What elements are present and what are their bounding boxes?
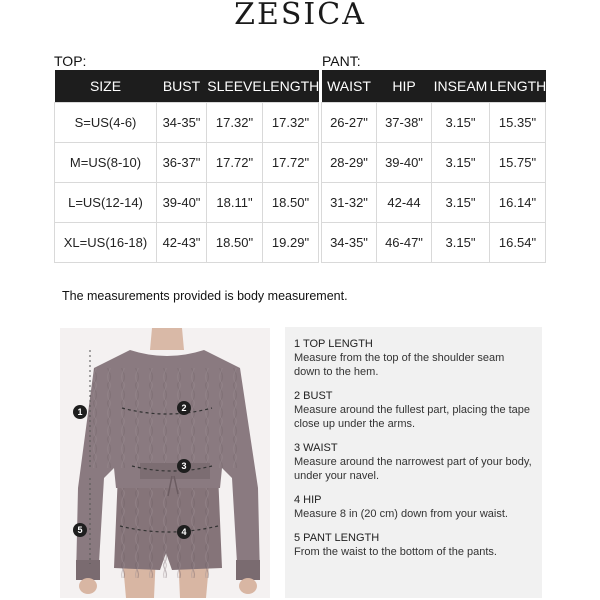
table-cell: 19.29" xyxy=(263,222,319,262)
table-cell: 3.15" xyxy=(432,102,490,142)
table-cell: 18.50" xyxy=(207,222,263,262)
table-cell: 3.15" xyxy=(432,222,490,262)
table-cell: 39-40" xyxy=(377,142,432,182)
table-cell: 18.11" xyxy=(207,182,263,222)
marker-4: 4 xyxy=(177,525,191,539)
table-cell: XL=US(16-18) xyxy=(55,222,157,262)
marker-3: 3 xyxy=(177,459,191,473)
column-header: BUST xyxy=(157,70,207,102)
table-cell: 37-38" xyxy=(377,102,432,142)
column-header: LENGTH xyxy=(263,70,319,102)
table-cell: S=US(4-6) xyxy=(55,102,157,142)
table-row xyxy=(55,182,319,222)
model-illustration xyxy=(60,328,270,598)
table-cell: 34-35" xyxy=(322,222,377,262)
marker-1: 1 xyxy=(73,405,87,419)
table-row xyxy=(55,142,319,182)
table-cell: 28-29" xyxy=(322,142,377,182)
table-cell: 3.15" xyxy=(432,142,490,182)
guide-item-description: Measure from the top of the shoulder seam down to the hem. xyxy=(294,352,505,378)
table-cell: M=US(8-10) xyxy=(55,142,157,182)
table-cell: 16.54" xyxy=(490,222,546,262)
column-header: SLEEVE xyxy=(207,70,263,102)
column-header: SIZE xyxy=(55,70,157,102)
table-cell: 15.35" xyxy=(490,102,546,142)
table-cell: 26-27" xyxy=(322,102,377,142)
guide-item-waist xyxy=(294,441,533,483)
table-cell: 39-40" xyxy=(157,182,207,222)
guide-item-description: Measure around the narrowest part of your body, under your navel. xyxy=(294,456,532,482)
table-header-row xyxy=(322,70,546,102)
top-size-table xyxy=(54,70,319,263)
table-header-row xyxy=(55,70,319,102)
table-row xyxy=(322,102,546,142)
measurement-note: The measurements provided is body measurement. xyxy=(62,289,348,303)
guide-item-description: Measure around the fullest part, placing the tape close up under the arms. xyxy=(294,404,531,430)
guide-item-bust xyxy=(294,389,533,431)
guide-item-description: From the waist to the bottom of the pants. xyxy=(294,546,497,558)
table-row xyxy=(55,222,319,262)
table-cell: 17.32" xyxy=(263,102,319,142)
table-cell: 17.72" xyxy=(207,142,263,182)
table-cell: 46-47" xyxy=(377,222,432,262)
table-cell: 42-43" xyxy=(157,222,207,262)
guide-item-title: 5 PANT LENGTH xyxy=(294,532,380,544)
column-header: INSEAM xyxy=(432,70,490,102)
neck-shape xyxy=(150,328,184,350)
table-cell: 18.50" xyxy=(263,182,319,222)
brand-logo: ZESICA xyxy=(234,0,366,32)
pant-size-table xyxy=(321,70,546,263)
table-row xyxy=(322,182,546,222)
column-header: LENGTH xyxy=(490,70,546,102)
pant-table-label: PANT: xyxy=(322,53,361,69)
table-cell: 15.75" xyxy=(490,142,546,182)
table-cell: 16.14" xyxy=(490,182,546,222)
column-header: WAIST xyxy=(322,70,377,102)
table-cell: 34-35" xyxy=(157,102,207,142)
guide-item-description: Measure 8 in (20 cm) down from your waist. xyxy=(294,508,508,520)
guide-item-hip xyxy=(294,493,533,521)
table-row xyxy=(55,102,319,142)
marker-5: 5 xyxy=(73,523,87,537)
table-cell: L=US(12-14) xyxy=(55,182,157,222)
table-cell: 3.15" xyxy=(432,182,490,222)
guide-item-title: 2 BUST xyxy=(294,390,333,402)
table-cell: 17.72" xyxy=(263,142,319,182)
table-cell: 42-44 xyxy=(377,182,432,222)
table-cell: 31-32" xyxy=(322,182,377,222)
table-row xyxy=(322,222,546,262)
product-photo xyxy=(60,328,270,598)
marker-2: 2 xyxy=(177,401,191,415)
column-header: HIP xyxy=(377,70,432,102)
measurement-guide-panel xyxy=(285,327,542,598)
guide-item-title: 4 HIP xyxy=(294,494,322,506)
guide-item-pant-length xyxy=(294,531,533,559)
left-cuff xyxy=(76,560,100,580)
table-row xyxy=(322,142,546,182)
guide-item-title: 1 TOP LENGTH xyxy=(294,338,373,350)
top-table-label: TOP: xyxy=(54,53,87,69)
table-cell: 17.32" xyxy=(207,102,263,142)
table-cell: 36-37" xyxy=(157,142,207,182)
guide-item-title: 3 WAIST xyxy=(294,442,338,454)
right-cuff xyxy=(236,560,260,580)
guide-item-top-length xyxy=(294,337,533,379)
